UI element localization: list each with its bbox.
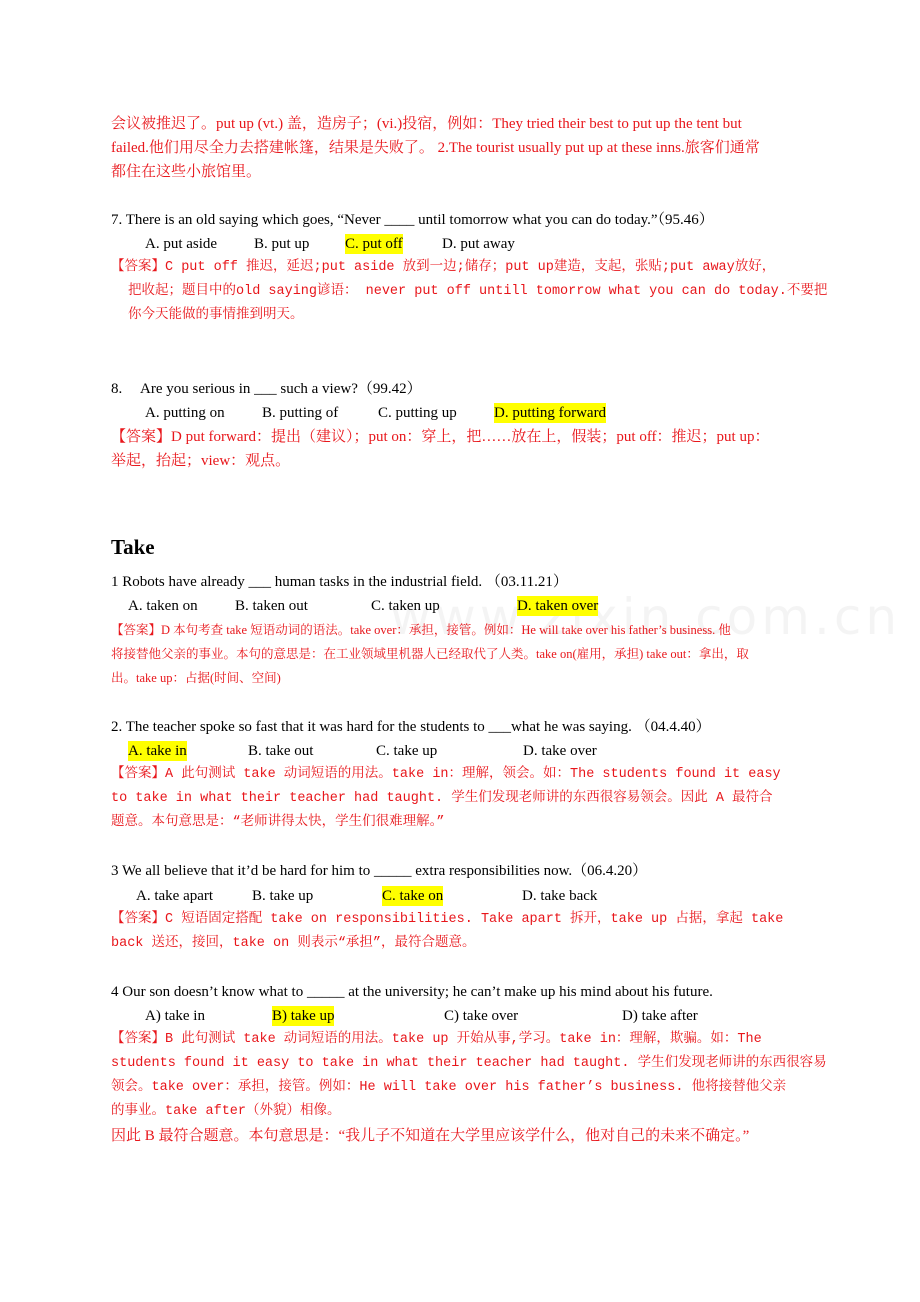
question-7: 7. There is an old saying which goes, “Never ____ until tomorrow what you can do today.”（95.46） bbox=[111, 212, 714, 228]
take-q2-option-a-highlighted: A. take in bbox=[128, 743, 187, 759]
intro-line-1: 会议被推迟了。put up (vt.) 盖，造房子；(vi.)投宿，例如：They tried their best to put up the tent but bbox=[111, 116, 742, 132]
take-question-2: 2. The teacher spoke so fast that it was hard for the students to ___what he was saying. （04.4.40） bbox=[111, 719, 711, 735]
take-q1-option-d-highlighted: D. taken over bbox=[517, 598, 599, 614]
take-q4-option-c: C) take over bbox=[444, 1008, 519, 1024]
take-q1-answer-line-2: 将接替他父亲的事业。本句的意思是：在工业领域里机器人已经取代了人类。take on(雇用，承担) take out：拿出，取 bbox=[111, 647, 749, 661]
take-q4-answer-line-1: 【答案】B 此句测试 take 动词短语的用法。take up 开始从事,学习。take in：理解，欺骗。如：The bbox=[111, 1032, 762, 1047]
take-q1-option-c: C. taken up bbox=[371, 598, 440, 614]
take-q4-answer-line-4: 的事业。take after（外貌）相像。 bbox=[111, 1104, 341, 1119]
take-q2-option-b: B. take out bbox=[248, 743, 314, 759]
intro-line-2: failed.他们用尽全力去搭建帐篷，结果是失败了。 2.The tourist usually put up at these inns.旅客们通常 bbox=[111, 140, 760, 156]
take-q4-answer-line-3: 领会。take over：承担，接管。例如：He will take over his father’s business. 他将接替他父亲 bbox=[111, 1080, 787, 1095]
take-question-1: 1 Robots have already ___ human tasks in the industrial field. （03.11.21） bbox=[111, 574, 568, 590]
intro-line-3: 都住在这些小旅馆里。 bbox=[111, 164, 262, 180]
take-q1-option-b: B. taken out bbox=[235, 598, 308, 614]
q8-option-c: C. putting up bbox=[378, 405, 457, 421]
q7-option-b: B. put up bbox=[254, 236, 310, 252]
q8-option-a: A. putting on bbox=[145, 405, 225, 421]
take-q3-option-a: A. take apart bbox=[136, 888, 214, 904]
q7-option-c-highlighted: C. put off bbox=[345, 236, 403, 252]
take-question-4: 4 Our son doesn’t know what to _____ at the university; he can’t make up his mind about his future. bbox=[111, 984, 713, 1000]
q7-answer-line-3: 你今天能做的事情推到明天。 bbox=[128, 308, 304, 323]
take-q2-option-d: D. take over bbox=[523, 743, 597, 759]
take-q4-answer-line-2: students found it easy to take in what their teacher had taught. 学生们发现老师讲的东西很容易 bbox=[111, 1056, 827, 1071]
take-q2-option-c: C. take up bbox=[376, 743, 438, 759]
q8-option-b: B. putting of bbox=[262, 405, 339, 421]
take-q2-answer-line-3: 题意。本句意思是：“老师讲得太快，学生们很难理解。” bbox=[111, 815, 445, 830]
take-q4-answer-line-5: 因此 B 最符合题意。本句意思是：“我儿子不知道在大学里应该学什么，他对自己的未来不确定。” bbox=[111, 1128, 750, 1144]
take-question-3: 3 We all believe that it’d be hard for him to _____ extra responsibilities now.（06.4.20） bbox=[111, 863, 648, 879]
q7-option-a: A. put aside bbox=[145, 236, 218, 252]
q7-answer-line-1: 【答案】C put off 推迟，延迟;put aside 放到一边;储存；put up建造，支起，张贴;put away放好， bbox=[111, 260, 776, 275]
q8-answer-line-2: 举起，抬起；view：观点。 bbox=[111, 453, 291, 469]
take-q1-answer-line-3: 出。take up：占据(时间、空间) bbox=[111, 671, 281, 685]
take-q2-answer-line-1: 【答案】A 此句测试 take 动词短语的用法。take in：理解，领会。如：The students found it easy bbox=[111, 767, 781, 782]
q8-answer-line-1: 【答案】D put forward：提出（建议）；put on：穿上，把……放在上，假装；put off：推迟；put up： bbox=[111, 429, 770, 445]
section-title: Take bbox=[111, 535, 155, 559]
question-8-number: 8. bbox=[111, 381, 123, 397]
q8-option-d-highlighted: D. putting forward bbox=[494, 405, 607, 421]
take-q4-option-d: D) take after bbox=[622, 1008, 698, 1024]
take-q1-option-a: A. taken on bbox=[128, 598, 198, 614]
q7-answer-line-2: 把收起；题目中的old saying谚语： never put off untill tomorrow what you can do today.不要把 bbox=[128, 284, 828, 299]
take-q3-option-d: D. take back bbox=[522, 888, 598, 904]
take-q4-option-a: A) take in bbox=[145, 1008, 205, 1024]
take-q3-option-c-highlighted: C. take on bbox=[382, 888, 444, 904]
q7-option-d: D. put away bbox=[442, 236, 515, 252]
take-q3-answer-line-2: back 送还，接回，take on 则表示“承担”，最符合题意。 bbox=[111, 936, 476, 951]
question-8: Are you serious in ___ such a view?（99.42） bbox=[140, 381, 422, 397]
take-q3-option-b: B. take up bbox=[252, 888, 314, 904]
take-q3-answer-line-1: 【答案】C 短语固定搭配 take on responsibilities. Take apart 拆开，take up 占据，拿起 take bbox=[111, 912, 784, 927]
take-q2-answer-line-2: to take in what their teacher had taught. 学生们发现老师讲的东西很容易领会。因此 A 最符合 bbox=[111, 791, 773, 806]
take-q1-answer-line-1: 【答案】D 本句考查 take 短语动词的语法。take over：承担，接管。例如：He will take over his father’s business. 他 bbox=[111, 623, 731, 637]
take-q4-option-b-highlighted: B) take up bbox=[272, 1008, 335, 1024]
